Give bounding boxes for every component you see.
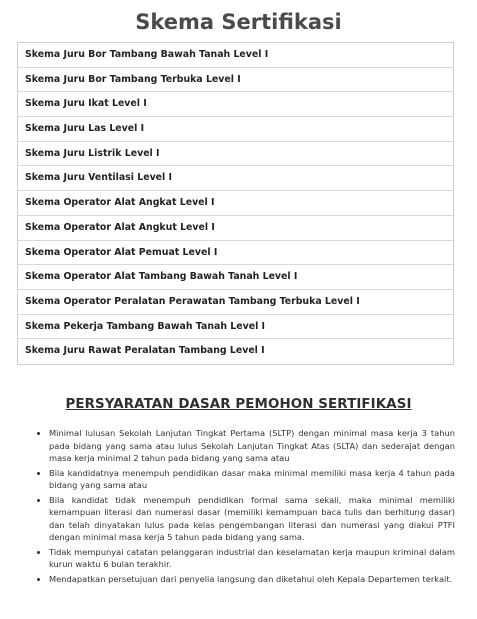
requirements-title: PERSYARATAN DASAR PEMOHON SERTIFIKASI [65, 397, 412, 412]
page-title: Skema Sertifikasi [135, 10, 342, 34]
requirement-item: • Bila kandidatnya menempuh pendidikan dasar maka minimal memiliki masa kerja 4 tahun pada bidang yang sama atau [49, 467, 455, 492]
scheme-list [17, 42, 454, 365]
scheme-item-juru-las[interactable]: Skema Juru Las Level I [18, 117, 453, 142]
requirement-item: • Minimal lulusan Sekolah Lanjutan Tingkat Pertama (SLTP) dengan minimal masa kerja 3 tahun pada bidang yang sama atau lulus Sekolah Lanjutan Tingkat Atas (SLTA) dan sederajat dengan masa kerja minimal 2 tahun pada bidang yang sama atau [49, 427, 455, 465]
scheme-item-pekerja-tambang-bawah-tanah[interactable]: Skema Pekerja Tambang Bawah Tanah Level I [18, 315, 453, 340]
scheme-item-operator-alat-angkat[interactable]: Skema Operator Alat Angkat Level I [18, 191, 453, 216]
requirement-item: • Bila kandidat tidak menempuh pendidikan formal sama sekali, maka minimal memiliki kemampuan literasi dan numerasi dasar (memiliki kemampuan baca tulis dan berhitung dasar) dan telah dinyatakan lulus pada kelas pengembangan literasi dan numerasi yang diakui PTFI dengan minimal masa kerja 5 tahun pada bidang yang sama. [49, 494, 455, 544]
requirements-list [23, 427, 455, 587]
scheme-item-operator-alat-angkut[interactable]: Skema Operator Alat Angkut Level I [18, 216, 453, 241]
scheme-item-juru-bor-terbuka[interactable]: Skema Juru Bor Tambang Terbuka Level I [18, 68, 453, 93]
scheme-item-operator-alat-tambang-bawah-tanah[interactable]: Skema Operator Alat Tambang Bawah Tanah Level I [18, 265, 453, 290]
scheme-item-operator-alat-pemuat[interactable]: Skema Operator Alat Pemuat Level I [18, 241, 453, 266]
scheme-item-juru-bor-bawah-tanah[interactable]: Skema Juru Bor Tambang Bawah Tanah Level I [18, 43, 453, 68]
requirement-item: • Mendapatkan persetujuan dari penyelia langsung dan diketahui oleh Kepala Departemen terkait. [49, 573, 455, 586]
scheme-item-operator-peralatan-perawatan[interactable]: Skema Operator Peralatan Perawatan Tambang Terbuka Level I [18, 290, 453, 315]
scheme-item-juru-ventilasi[interactable]: Skema Juru Ventilasi Level I [18, 166, 453, 191]
scheme-item-juru-listrik[interactable]: Skema Juru Listrik Level I [18, 142, 453, 167]
requirement-item: • Tidak mempunyai catatan pelanggaran industrial dan keselamatan kerja maupun kriminal dalam kurun waktu 6 bulan terakhir. [49, 546, 455, 571]
scheme-item-juru-rawat-peralatan[interactable]: Skema Juru Rawat Peralatan Tambang Level I [25, 345, 265, 357]
scheme-item-juru-ikat[interactable]: Skema Juru Ikat Level I [18, 92, 453, 117]
